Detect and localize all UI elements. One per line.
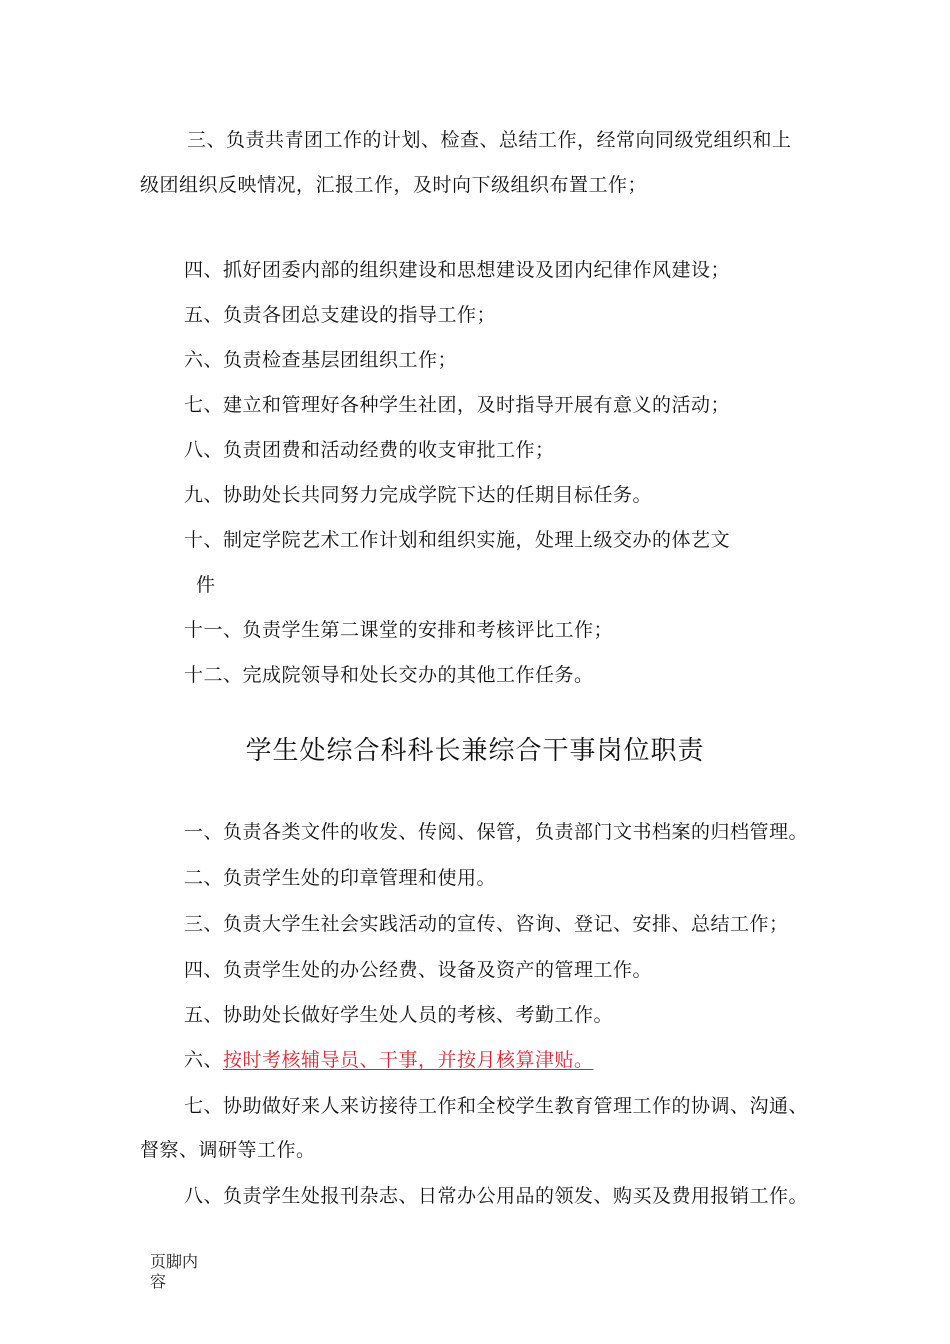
duty2-item-5: 五、协助处长做好学生处人员的考核、考勤工作。 (184, 1004, 614, 1026)
duty-item-4: 四、抓好团委内部的组织建设和思想建设及团内纪律作风建设； (184, 259, 731, 281)
duty2-item-7: 七、协助做好来人来访接待工作和全校学生教育管理工作的协调、沟通、 (184, 1095, 809, 1117)
section-title: 学生处综合科科长兼综合干事岗位职责 (245, 736, 705, 766)
duty2-item-3: 三、负责大学生社会实践活动的宣传、咨询、登记、安排、总结工作； (184, 913, 789, 935)
duty-item-3: 三、负责共青团工作的计划、检查、总结工作，经常向同级党组织和上 (187, 129, 792, 151)
duty2-item-4: 四、负责学生处的办公经费、设备及资产的管理工作。 (184, 959, 653, 981)
duty2-item-6-prefix: 六、 (184, 1049, 224, 1071)
duty2-item-6-highlighted-text: 按时考核辅导员、干事，并按月核算津贴。 (223, 1049, 594, 1071)
duty2-item-1: 一、负责各类文件的收发、传阅、保管，负责部门文书档案的归档管理。 (184, 821, 809, 843)
duty-item-10: 十、制定学院艺术工作计划和组织实施，处理上级交办的体艺文 (184, 529, 731, 551)
duty-item-3-cont: 级团组织反映情况，汇报工作，及时向下级组织布置工作； (140, 174, 648, 196)
duty-item-10-cont: 件 (196, 574, 216, 596)
duty-item-7: 七、建立和管理好各种学生社团，及时指导开展有意义的活动； (184, 394, 731, 416)
duty-item-9: 九、协助处长共同努力完成学院下达的任期目标任务。 (184, 484, 653, 506)
duty-item-11: 十一、负责学生第二课堂的安排和考核评比工作； (184, 619, 614, 641)
duty-item-5: 五、负责各团总支建设的指导工作； (184, 304, 497, 326)
duty-item-12: 十二、完成院领导和处长交办的其他工作任务。 (184, 664, 594, 686)
duty2-item-8: 八、负责学生处报刊杂志、日常办公用品的领发、购买及费用报销工作。 (184, 1185, 809, 1207)
duty2-item-7-cont: 督察、调研等工作。 (140, 1139, 316, 1161)
duty2-item-6 (184, 1048, 594, 1072)
duty-item-8: 八、负责团费和活动经费的收支审批工作； (184, 439, 555, 461)
duty-item-6: 六、负责检查基层团组织工作； (184, 349, 458, 371)
duty2-item-2: 二、负责学生处的印章管理和使用。 (184, 867, 497, 889)
page-footer: 页脚内容 (150, 1252, 199, 1291)
